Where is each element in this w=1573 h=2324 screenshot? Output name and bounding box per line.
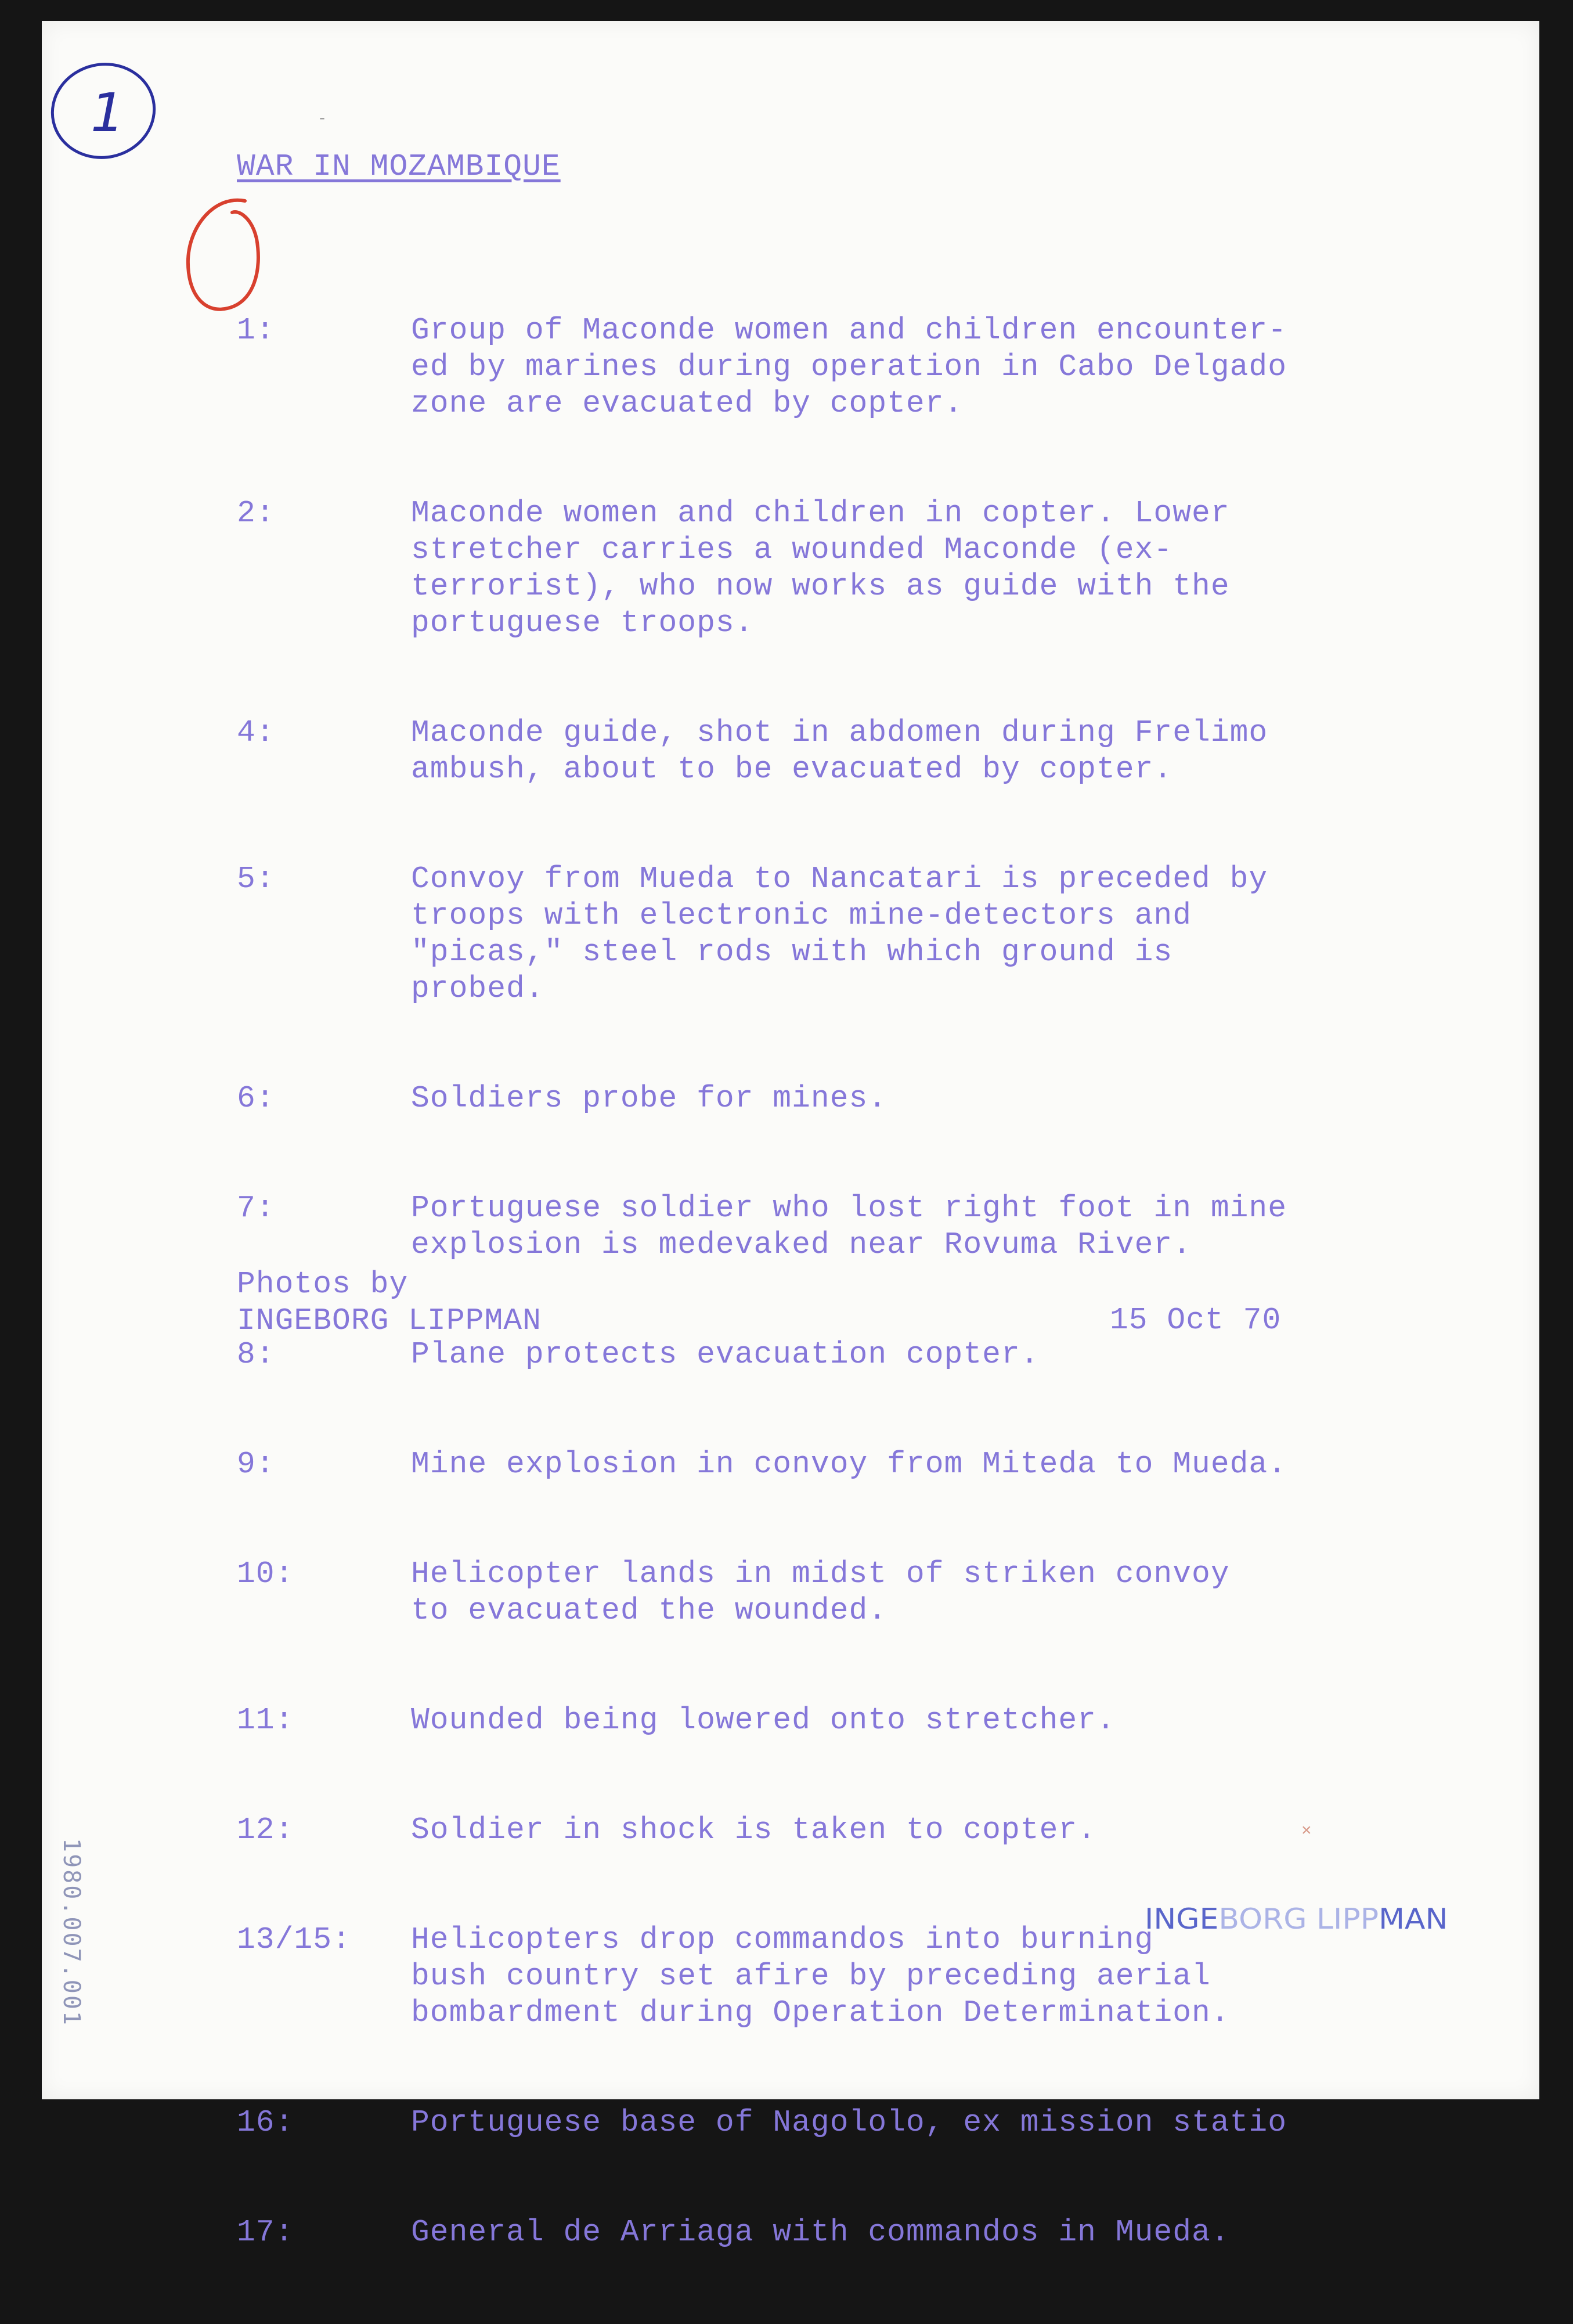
caption-number: 17: (237, 2215, 294, 2250)
handwritten-number: 1 (91, 82, 125, 144)
paper-speck: × (1301, 1821, 1312, 1840)
caption-number: 12: (237, 1813, 294, 1847)
caption-item (237, 1702, 1514, 1739)
caption-item (237, 1922, 1514, 2031)
caption-item (237, 1190, 1514, 1263)
caption-text: Plane protects evacuation copter. (411, 1337, 1040, 1372)
caption-text: Soldier in shock is taken to copter. (411, 1813, 1096, 1847)
caption-item (237, 1336, 1514, 1373)
caption-text: Portuguese soldier who lost right foot in mine explosion is medevaked near Rovuma River. (411, 1191, 1287, 1262)
caption-item (237, 861, 1514, 1007)
caption-item (237, 2105, 1514, 2141)
paper-speck: - (319, 108, 325, 127)
caption-text: Group of Maconde women and children encounter- ed by marines during operation in Cabo Delgado zone are evacuated by copter. (411, 313, 1287, 421)
caption-number: 6: (237, 1081, 275, 1116)
caption-number: 9: (237, 1447, 275, 1482)
caption-text: General de Arriaga with commandos in Mueda. (411, 2215, 1230, 2250)
caption-number: 11: (237, 1703, 294, 1738)
handwritten-circled-number (45, 57, 161, 165)
archive-number-text: 1980.007.001 (58, 1838, 85, 2027)
caption-item (237, 1812, 1514, 1849)
photographer-stamp: INGEBORG LIPPMAN (1145, 1903, 1448, 1936)
caption-item (237, 1080, 1514, 1117)
document-page (42, 21, 1539, 2250)
caption-item (237, 312, 1514, 422)
caption-item (237, 2214, 1514, 2251)
caption-number: 10: (237, 1556, 294, 1591)
caption-text: Portuguese base of Nagololo, ex mission statio (411, 2105, 1287, 2140)
caption-number: 5: (237, 862, 275, 896)
caption-text: Wounded being lowered onto stretcher. (411, 1703, 1116, 1738)
caption-number: 2: (237, 496, 275, 531)
photographer-name: INGEBORG LIPPMAN (237, 1303, 542, 1338)
document-date: 15 Oct 70 (1110, 1303, 1282, 1338)
caption-number: 7: (237, 1191, 275, 1226)
credit-label: Photos by (237, 1267, 409, 1302)
caption-number: 8: (237, 1337, 275, 1372)
caption-text: Mine explosion in convoy from Miteda to Mueda. (411, 1447, 1287, 1482)
caption-number: 4: (237, 715, 275, 750)
archive-number (55, 1838, 95, 2082)
caption-item (237, 1446, 1514, 1483)
caption-text: Helicopters drop commandos into burning bush country set afire by preceding aerial bombardment during Operation Determination. (411, 1922, 1230, 2030)
caption-number: 16: (237, 2105, 294, 2140)
caption-text: Maconde women and children in copter. Lower stretcher carries a wounded Maconde (ex- terrorist), who now works as guide with the portuguese troops. (411, 496, 1230, 640)
caption-number: 1: (237, 313, 275, 348)
document-title: WAR IN MOZAMBIQUE (237, 149, 561, 184)
photo-credit (237, 1266, 542, 1339)
caption-text: Soldiers probe for mines. (411, 1081, 887, 1116)
caption-item (237, 495, 1514, 642)
caption-item (237, 715, 1514, 788)
caption-text: Helicopter lands in midst of striken convoy to evacuated the wounded. (411, 1556, 1230, 1628)
caption-number: 13/15: (237, 1922, 351, 1957)
caption-text: Convoy from Mueda to Nancatari is preceded by troops with electronic mine-detectors and "picas," steel rods with which ground is probed. (411, 862, 1268, 1006)
caption-item (237, 1556, 1514, 1629)
caption-text: Maconde guide, shot in abdomen during Frelimo ambush, about to be evacuated by copter. (411, 715, 1268, 787)
